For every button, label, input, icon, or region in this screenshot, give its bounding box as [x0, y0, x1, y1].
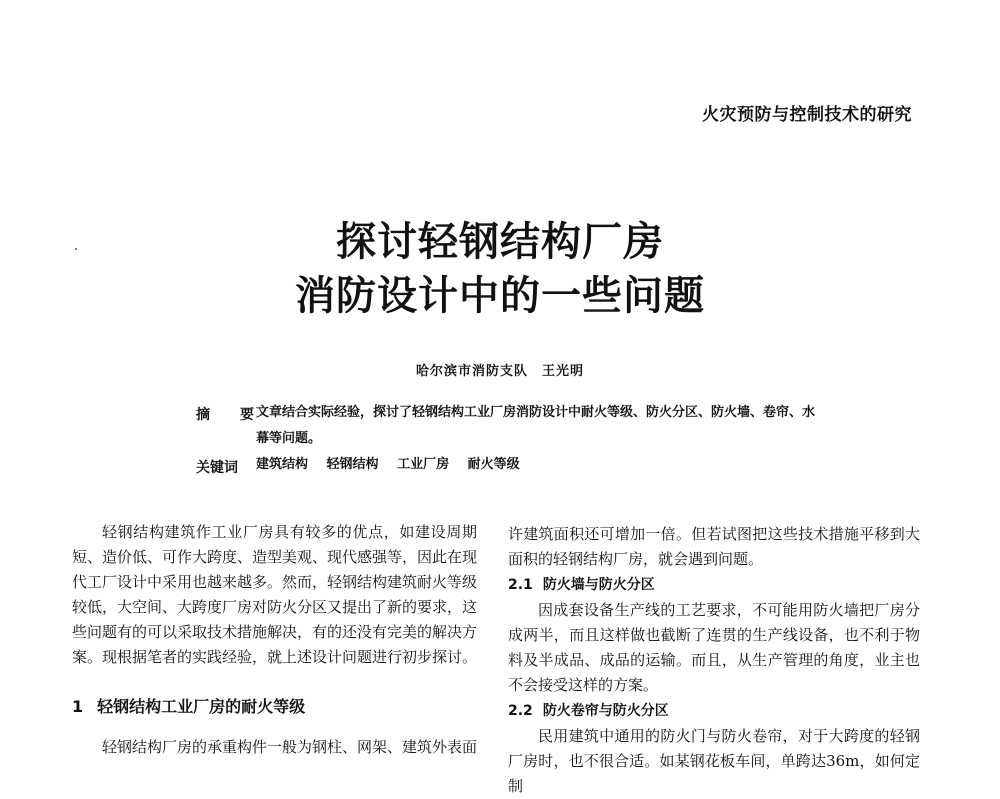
section-1-paragraph: 轻钢结构厂房的承重构件一般为钢柱、网架、建筑外表面	[102, 738, 478, 756]
author-line: 哈尔滨市消防支队 王光明	[415, 364, 584, 379]
section-1-heading	[72, 694, 305, 717]
section-2-2-heading	[508, 698, 920, 724]
keyword: 耐火等级	[467, 457, 520, 472]
keyword: 建筑结构	[256, 457, 309, 472]
section-2-1-paragraph: 因成套设备生产线的工艺要求，不可能用防火墙把厂房分成两半，而且这样做也截断了连贯的生产线设备，也不利于物料及半成品、成品的运输。而且，从生产管理的角度，业主也不会接受这样的方案。	[508, 601, 920, 694]
abstract-text: 文章结合实际经验，探讨了轻钢结构工业厂房消防设计中耐火等级、防火分区、防火墙、卷帘、水幕等问题。	[256, 405, 816, 446]
section-title: 防火墙与防火分区	[542, 577, 655, 593]
section-2-1-heading	[508, 572, 920, 598]
intro-paragraph: 轻钢结构建筑作工业厂房具有较多的优点，如建设周期短、造价低、可作大跨度、造型美观、现代感强等，因此在现代工厂设计中采用也越来越多。然而，轻钢结构建筑耐火等级较低，大空间、大跨度厂房对防火分区又提出了新的要求，这些问题有的可以采取技术措施解决，有的还没有完美的解决方案。现根据笔者的实践经验，就上述设计问题进行初步探讨。	[72, 523, 478, 666]
right-column	[508, 522, 920, 799]
article-title	[0, 215, 1000, 323]
section-number: 1	[72, 697, 84, 716]
left-column-intro	[72, 520, 477, 670]
journal-section-header: 火灾预防与控制技术的研究	[702, 105, 912, 125]
section-number: 2.1	[508, 577, 533, 593]
section-2-2-paragraph: 民用建筑中通用的防火门与防火卷帘，对于大跨度的轻钢厂房时，也不很合适。如某钢花板车间，单跨达36m，如何定制	[508, 727, 920, 795]
section-title: 防火卷帘与防火分区	[542, 703, 669, 719]
section-number: 2.2	[508, 703, 533, 719]
section-title: 轻钢结构工业厂房的耐火等级	[97, 697, 306, 716]
keywords-label: 关键词	[196, 460, 238, 476]
keyword: 工业厂房	[397, 457, 450, 472]
title-line-2: 消防设计中的一些问题	[295, 273, 705, 319]
abstract-label: 摘 要	[196, 407, 262, 423]
keywords-list	[256, 452, 534, 478]
title-line-1: 探讨轻钢结构厂房	[336, 219, 664, 265]
continued-paragraph: 许建筑面积还可增加一倍。但若试图把这些技术措施平移到大面积的轻钢结构厂房，就会遇到问题。	[508, 525, 920, 568]
keyword: 轻钢结构	[326, 457, 379, 472]
